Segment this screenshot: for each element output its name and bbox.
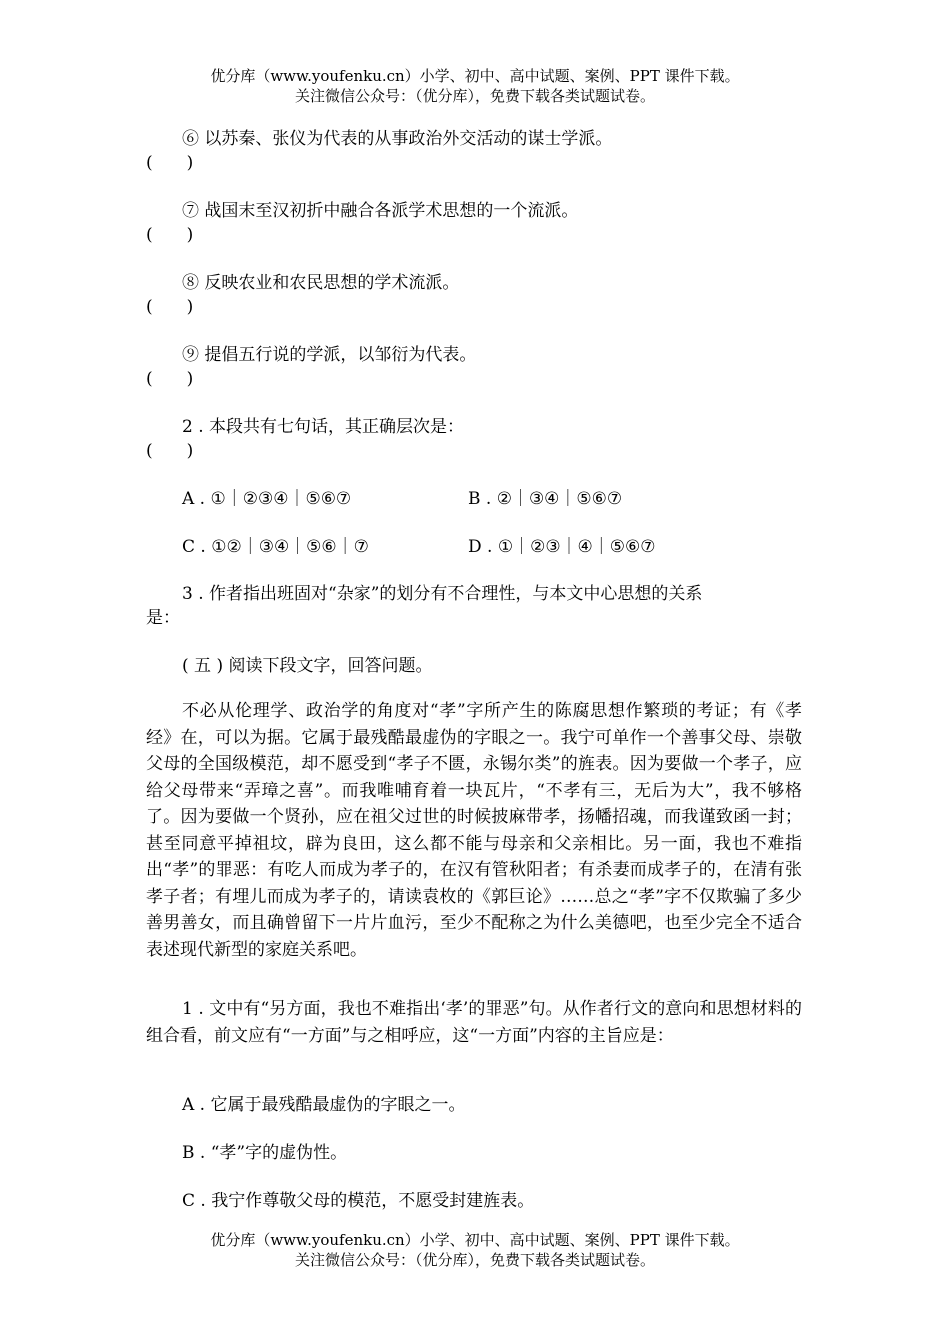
question-2-option-b: B . ②｜③④｜⑤⑥⑦ [468, 489, 623, 509]
item-6-text: ⑥ 以苏秦、张仪为代表的从事政治外交活动的谋士学派。 [182, 129, 613, 149]
question-2-stem: 2 . 本段共有七句话，其正确层次是： [182, 417, 465, 437]
item-6-answer-paren: ( ) [146, 153, 194, 173]
item-9-answer-paren: ( ) [146, 369, 194, 389]
header-line-2: 关注微信公众号：（优分库），免费下载各类试题试卷。 [294, 87, 655, 105]
page-footer [0, 1230, 950, 1270]
item-8-text: ⑧ 反映农业和农民思想的学术流派。 [182, 273, 460, 293]
section-5-heading: ( 五 ) 阅读下段文字，回答问题。 [182, 656, 433, 676]
item-7-text: ⑦ 战国末至汉初折中融合各派学术思想的一个流派。 [182, 201, 579, 221]
footer-line-1: 优分库（www.youfenku.cn）小学、初中、高中试题、案例、PPT 课件下载。 [210, 1231, 740, 1249]
header-line-1: 优分库（www.youfenku.cn）小学、初中、高中试题、案例、PPT 课件下载。 [210, 67, 740, 85]
question-2-option-d: D . ①｜②③｜④｜⑤⑥⑦ [468, 537, 656, 557]
question-3-line-1: 3 . 作者指出班固对“杂家”的划分有不合理性，与本文中心思想的关系 [182, 584, 703, 604]
item-8-answer-paren: ( ) [146, 297, 194, 317]
question-2-answer-paren: ( ) [146, 441, 194, 461]
item-9-text: ⑨ 提倡五行说的学派，以邹衍为代表。 [182, 345, 477, 365]
question-2-option-c: C . ①②｜③④｜⑤⑥｜⑦ [182, 537, 369, 557]
footer-line-2: 关注微信公众号：（优分库），免费下载各类试题试卷。 [294, 1251, 655, 1269]
section-5-question-1-option-b: B . “孝”字的虚伪性。 [182, 1143, 348, 1163]
reading-passage: 不必从伦理学、政治学的角度对“孝”字所产生的陈腐思想作繁琐的考证；有《孝经》在，可以为据。它属于最残酷最虚伪的字眼之一。我宁可单作一个善事父母、崇敬父母的全国级模范，却不愿受到“孝子不匮，永锡尔类”的旌表。因为要做一个孝子，应给父母带来“弄璋之喜”。而我唯哺育着一块瓦片，“不孝有三，无后为大”，我不够格了。因为要做一个贤孙，应在祖父过世的时候披麻带孝，扬幡招魂，而我谨致函一封；甚至同意平掉祖坟，辟为良田，这么都不能与母亲和父亲相比。另一面，我也不难指出“孝”的罪恶：有吃人而成为孝子的，在汉有管秋阳者；有杀妻而成孝子的，在清有张孝子者；有埋儿而成为孝子的，请读袁枚的《郭巨论》……总之“孝”字不仅欺骗了多少善男善女，而且确曾留下一片片血污，至少不配称之为什么美德吧，也至少完全不适合表述现代新型的家庭关系吧。 [146, 701, 802, 960]
section-5-question-1-stem: 1 . 文中有“另方面，我也不难指出‘孝’的罪恶”句。从作者行文的意向和思想材料的组合看，前文应有“一方面”与之相呼应，这“一方面”内容的主旨应是： [146, 999, 802, 1046]
page-header [0, 66, 950, 106]
item-7-answer-paren: ( ) [146, 225, 194, 245]
section-5-question-1-option-a: A . 它属于最残酷最虚伪的字眼之一。 [182, 1095, 466, 1115]
question-3-line-2: 是： [146, 608, 180, 628]
section-5-question-1-option-c: C . 我宁作尊敬父母的模范，不愿受封建旌表。 [182, 1191, 535, 1211]
question-2-option-a: A . ①｜②③④｜⑤⑥⑦ [182, 489, 352, 509]
